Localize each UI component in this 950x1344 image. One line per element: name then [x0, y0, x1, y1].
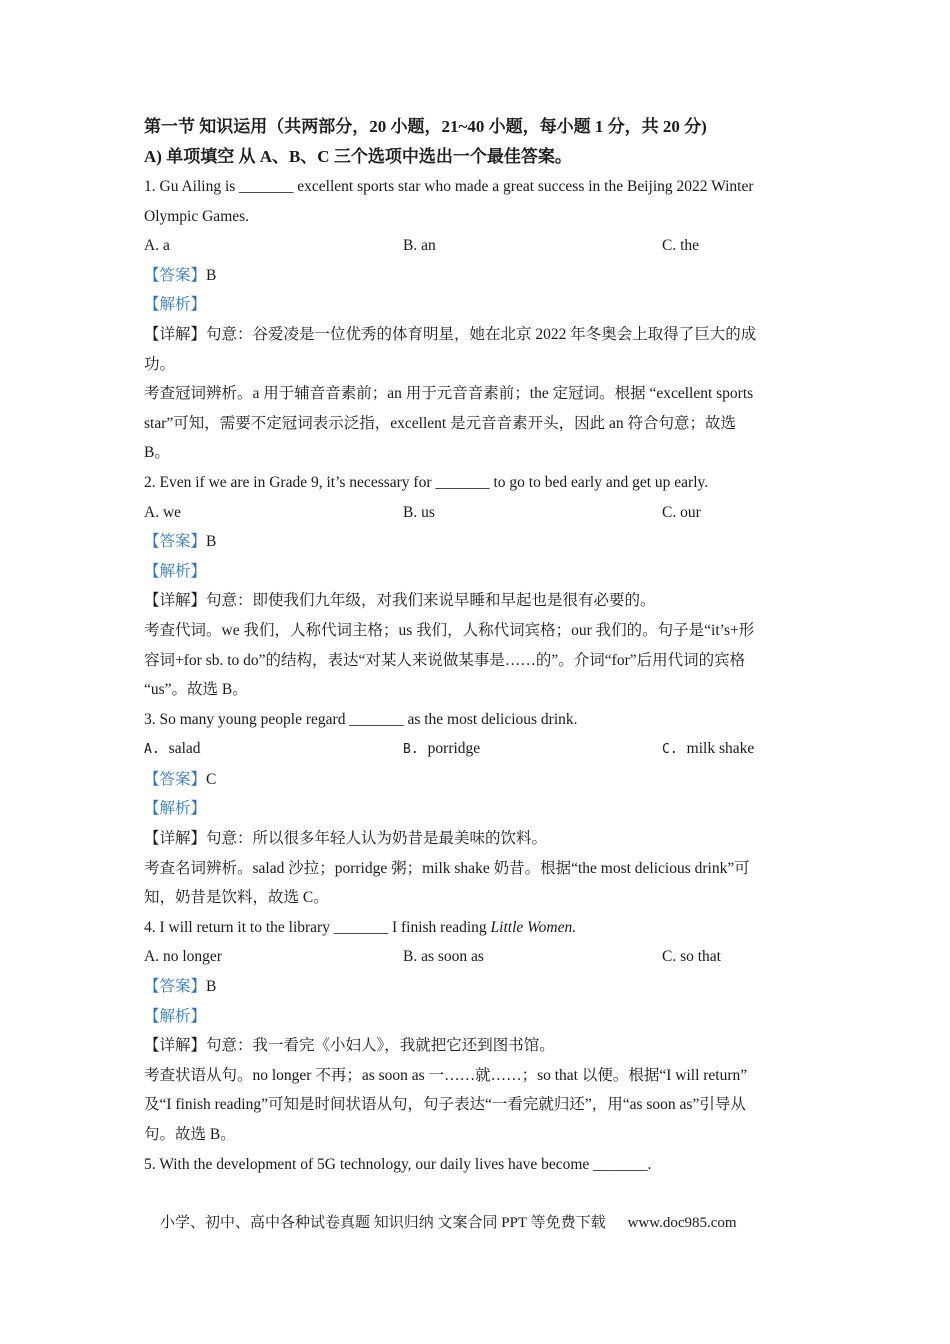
- analysis-row: [144, 794, 808, 824]
- analysis-row: [144, 1002, 808, 1032]
- detail-text: 句意：所以很多年轻人认为奶昔是最美味的饮料。: [206, 830, 548, 848]
- explanation-line-3: B。: [144, 444, 170, 462]
- option-b[interactable]: B. us: [403, 503, 435, 521]
- detail-row-2: 功。: [144, 355, 176, 373]
- option-letter: A.: [144, 742, 160, 758]
- option-c[interactable]: C. the: [662, 237, 700, 255]
- book-title: Little Women.: [490, 918, 577, 936]
- detail-row: [144, 824, 808, 854]
- detail-label: 【详解】: [144, 1037, 207, 1055]
- option-letter: C.: [662, 742, 678, 758]
- part-title: A) 单项填空 从 A、B、C 三个选项中选出一个最佳答案。: [144, 147, 572, 166]
- question-1-stem-line-1: 1. Gu Ailing is _______ excellent sports star who made a great success in the Beijing 2022 Winter: [144, 178, 754, 195]
- explanation-line-1: 考查代词。we 我们，人称代词主格；us 我们，人称代词宾格；our 我们的。句子是“it’s+形: [144, 621, 755, 639]
- option-a[interactable]: A. no longer: [144, 948, 222, 966]
- analysis-row: [144, 290, 808, 320]
- question-1: [144, 172, 808, 468]
- option-a[interactable]: A. we: [144, 503, 182, 521]
- answer-value: B: [206, 266, 217, 284]
- analysis-label: 【解析】: [144, 1007, 207, 1025]
- option-c[interactable]: C. our: [662, 503, 701, 521]
- detail-row: [144, 586, 808, 616]
- explanation-line-1: 考查状语从句。no longer 不再；as soon as 一……就……；so that 以便。根据“I will return”: [144, 1066, 748, 1084]
- question-3-options: [144, 734, 808, 765]
- answer-label: 【答案】: [144, 266, 207, 284]
- question-2-stem: 2. Even if we are in Grade 9, it’s necessary for _______ to go to bed early and get up early.: [144, 473, 709, 491]
- option-text: porridge: [427, 740, 481, 758]
- section-title: 第一节 知识运用（共两部分，20 小题，21~40 小题，每小题 1 分，共 20 分): [144, 117, 707, 136]
- answer-value: C: [206, 770, 217, 788]
- answer-row: [144, 765, 808, 795]
- explanation-line-2: star”可知，需要不定冠词表示泛指，excellent 是元音音素开头，因此 an 符合句意；故选: [144, 414, 736, 432]
- question-5: [144, 1150, 808, 1180]
- page-footer: [160, 1208, 800, 1238]
- footer-site-link[interactable]: www.doc985.com: [627, 1215, 737, 1231]
- analysis-row: [144, 557, 808, 587]
- explanation-line-3: “us”。故选 B。: [144, 681, 248, 699]
- answer-row: [144, 527, 808, 557]
- answer-label: 【答案】: [144, 978, 207, 996]
- option-a[interactable]: A. a: [144, 237, 170, 255]
- question-4-stem: [144, 913, 808, 943]
- option-letter: B.: [403, 742, 419, 758]
- detail-row-1: 【详解】句意：谷爱凌是一位优秀的体育明星，她在北京 2022 年冬奥会上取得了巨大的成: [144, 325, 757, 343]
- analysis-label: 【解析】: [144, 562, 207, 580]
- option-a[interactable]: [144, 734, 403, 765]
- question-1-stem-line-2: Olympic Games.: [144, 207, 250, 225]
- answer-row: [144, 972, 808, 1002]
- explanation-line-3: 句。故选 B。: [144, 1126, 236, 1143]
- answer-label: 【答案】: [144, 533, 207, 551]
- option-text: milk shake: [686, 740, 755, 758]
- detail-label: 【详解】: [144, 325, 207, 343]
- answer-label: 【答案】: [144, 770, 207, 788]
- answer-row: [144, 261, 808, 291]
- explanation-line-2: 容词+for sb. to do”的结构，表达“对某人来说做某事是……的”。介词“for”后用代词的宾格: [144, 651, 746, 669]
- page-content: [144, 112, 808, 1179]
- analysis-label: 【解析】: [144, 296, 207, 314]
- question-2-options: [144, 498, 808, 528]
- explanation-line-2: 知，奶昔是饮料，故选 C。: [144, 889, 329, 907]
- option-text: salad: [168, 740, 201, 758]
- answer-value: B: [206, 533, 217, 551]
- question-4-stem-text: 4. I will return it to the library _______ I finish reading: [144, 918, 491, 936]
- option-b[interactable]: B. as soon as: [403, 948, 484, 966]
- detail-label: 【详解】: [144, 830, 207, 848]
- question-4-options: [144, 942, 808, 972]
- question-5-stem: 5. With the development of 5G technology, our daily lives have become _______.: [144, 1155, 652, 1173]
- option-c[interactable]: [662, 734, 808, 765]
- option-c[interactable]: C. so that: [662, 948, 721, 966]
- option-b[interactable]: B. an: [403, 237, 436, 255]
- detail-text: 句意：即使我们九年级，对我们来说早睡和早起也是很有必要的。: [206, 592, 656, 610]
- question-1-options: [144, 231, 808, 261]
- question-2: [144, 468, 808, 705]
- detail-text: 句意：我一看完《小妇人》，我就把它还到图书馆。: [206, 1037, 555, 1055]
- question-3: [144, 705, 808, 913]
- footer-text: 小学、初中、高中各种试卷真题 知识归纳 文案合同 PPT 等免费下载: [160, 1215, 606, 1231]
- detail-label: 【详解】: [144, 592, 207, 610]
- question-3-stem: 3. So many young people regard _______ as the most delicious drink.: [144, 710, 578, 728]
- analysis-label: 【解析】: [144, 800, 207, 818]
- answer-value: B: [206, 978, 217, 996]
- option-b[interactable]: [403, 734, 662, 765]
- explanation-line-1: 考查冠词辨析。a 用于辅音音素前；an 用于元音音素前；the 定冠词。根据 “excellent sports: [144, 385, 754, 403]
- explanation-line-1: 考查名词辨析。salad 沙拉；porridge 粥；milk shake 奶昔。根据“the most delicious drink”可: [144, 859, 750, 877]
- explanation-line-2: 及“I finish reading”可知是时间状语从句，句子表达“一看完就归还”，用“as soon as”引导从: [144, 1096, 746, 1114]
- detail-row: [144, 1031, 808, 1061]
- question-4: [144, 913, 808, 1150]
